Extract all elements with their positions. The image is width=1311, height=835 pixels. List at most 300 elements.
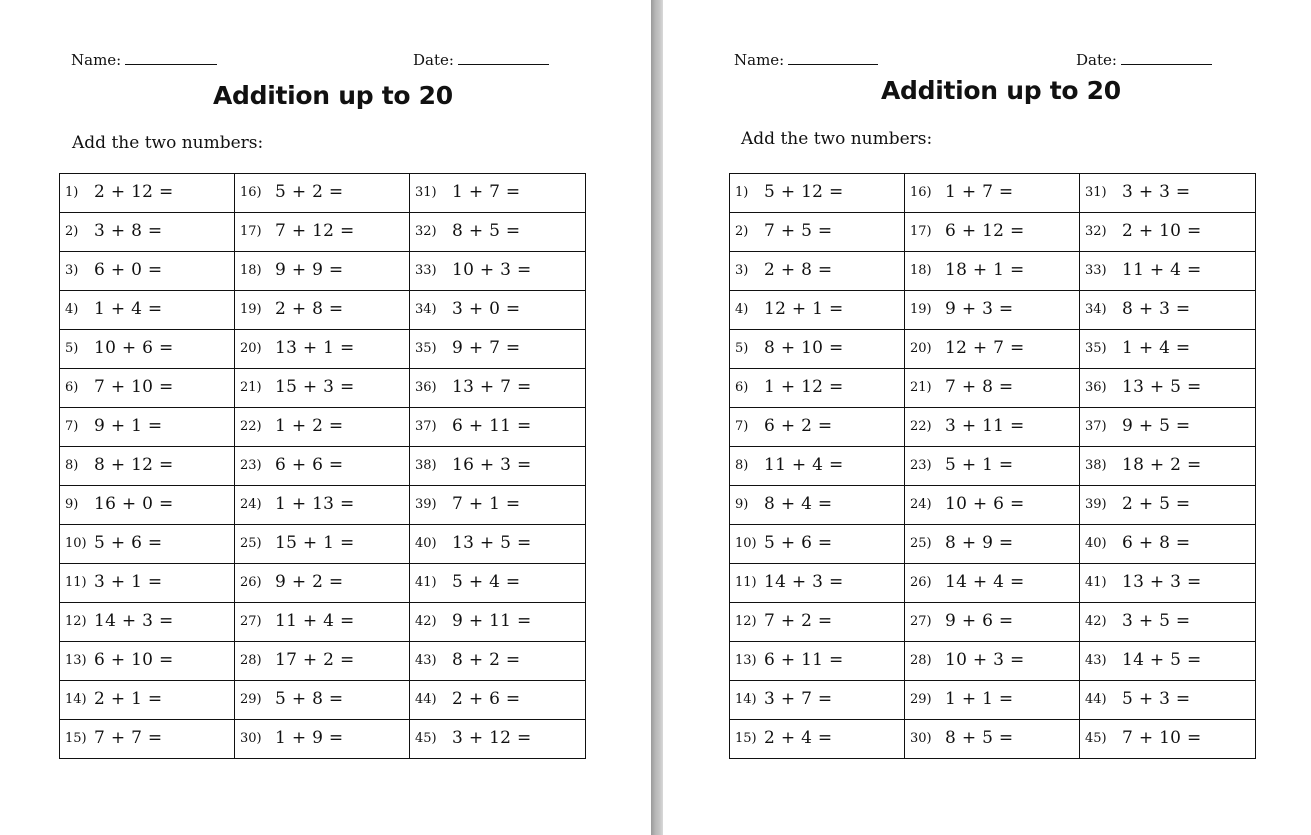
problem-expression: 7 + 10 = (94, 377, 174, 397)
problem-expression: 2 + 1 = (94, 689, 163, 709)
problem-cell (235, 486, 410, 525)
problem-cell (410, 525, 586, 564)
problem-expression: 8 + 12 = (94, 455, 174, 475)
problem-row (730, 564, 1256, 603)
problem-cell (60, 564, 235, 603)
problem-cell (410, 174, 586, 213)
problem-expression: 9 + 1 = (94, 416, 163, 436)
problem-row (730, 408, 1256, 447)
problem-cell (60, 486, 235, 525)
problem-number: 3) (735, 263, 749, 278)
problem-cell (905, 369, 1080, 408)
problem-cell (60, 447, 235, 486)
problem-expression: 1 + 7 = (452, 182, 521, 202)
problem-row (60, 174, 586, 213)
problem-number: 45) (415, 731, 437, 746)
problem-number: 6) (735, 380, 749, 395)
problem-expression: 14 + 3 = (764, 572, 844, 592)
problem-number: 22) (240, 419, 262, 434)
problem-cell (410, 642, 586, 681)
problem-cell (730, 720, 905, 759)
problem-row (730, 642, 1256, 681)
problem-cell (60, 720, 235, 759)
problem-cell (60, 525, 235, 564)
problem-number: 40) (415, 536, 437, 551)
problem-expression: 1 + 13 = (275, 494, 355, 514)
problem-cell (730, 252, 905, 291)
problem-cell (730, 564, 905, 603)
page-divider (651, 0, 663, 835)
problem-number: 45) (1085, 731, 1107, 746)
problem-number: 7) (735, 419, 749, 434)
problem-number: 14) (65, 692, 87, 707)
problem-number: 32) (1085, 224, 1107, 239)
problem-number: 19) (240, 302, 262, 317)
problem-number: 44) (1085, 692, 1107, 707)
problem-number: 18) (910, 263, 932, 278)
problem-expression: 13 + 5 = (1122, 377, 1202, 397)
problem-number: 12) (735, 614, 757, 629)
problem-number: 13) (735, 653, 757, 668)
problem-number: 12) (65, 614, 87, 629)
problem-expression: 1 + 4 = (94, 299, 163, 319)
problem-expression: 14 + 3 = (94, 611, 174, 631)
problem-expression: 12 + 1 = (764, 299, 844, 319)
problem-number: 42) (415, 614, 437, 629)
problem-expression: 7 + 7 = (94, 728, 163, 748)
worksheet-page-2 (663, 0, 1311, 835)
worksheet-title: Addition up to 20 (881, 76, 1121, 105)
problem-number: 37) (415, 419, 437, 434)
problem-row (60, 291, 586, 330)
problem-cell (410, 252, 586, 291)
problem-number: 39) (1085, 497, 1107, 512)
problem-expression: 10 + 6 = (945, 494, 1025, 514)
problem-cell (905, 408, 1080, 447)
problem-expression: 10 + 3 = (452, 260, 532, 280)
problem-number: 43) (1085, 653, 1107, 668)
problem-number: 10) (735, 536, 757, 551)
problem-cell (905, 330, 1080, 369)
problem-expression: 5 + 1 = (945, 455, 1014, 475)
problem-cell (905, 603, 1080, 642)
problem-cell (60, 369, 235, 408)
problem-cell (1080, 642, 1256, 681)
problem-number: 37) (1085, 419, 1107, 434)
problem-number: 4) (65, 302, 79, 317)
problem-expression: 11 + 4 = (275, 611, 355, 631)
problem-number: 23) (240, 458, 262, 473)
problem-number: 27) (240, 614, 262, 629)
problem-cell (235, 720, 410, 759)
problem-number: 36) (415, 380, 437, 395)
problem-number: 5) (65, 341, 79, 356)
problem-number: 22) (910, 419, 932, 434)
problem-expression: 5 + 2 = (275, 182, 344, 202)
problem-cell (730, 408, 905, 447)
problem-expression: 13 + 7 = (452, 377, 532, 397)
problem-expression: 3 + 0 = (452, 299, 521, 319)
problem-expression: 6 + 8 = (1122, 533, 1191, 553)
problem-cell (1080, 213, 1256, 252)
problem-expression: 13 + 1 = (275, 338, 355, 358)
problem-number: 5) (735, 341, 749, 356)
problem-expression: 9 + 5 = (1122, 416, 1191, 436)
problem-number: 1) (735, 185, 749, 200)
instructions: Add the two numbers: (72, 133, 264, 153)
problem-row (60, 681, 586, 720)
problem-number: 26) (910, 575, 932, 590)
problem-expression: 1 + 2 = (275, 416, 344, 436)
name-field (734, 51, 878, 69)
problem-number: 11) (65, 575, 87, 590)
problem-number: 30) (910, 731, 932, 746)
problem-expression: 2 + 12 = (94, 182, 174, 202)
problem-expression: 3 + 11 = (945, 416, 1025, 436)
problem-number: 9) (735, 497, 749, 512)
problem-expression: 13 + 5 = (452, 533, 532, 553)
problem-number: 41) (415, 575, 437, 590)
problem-expression: 8 + 4 = (764, 494, 833, 514)
problem-number: 9) (65, 497, 79, 512)
problem-expression: 1 + 1 = (945, 689, 1014, 709)
name-label: Name: (734, 51, 785, 69)
problem-expression: 2 + 4 = (764, 728, 833, 748)
problem-cell (235, 213, 410, 252)
problem-cell (730, 681, 905, 720)
problem-expression: 6 + 6 = (275, 455, 344, 475)
problem-number: 4) (735, 302, 749, 317)
problem-number: 40) (1085, 536, 1107, 551)
problem-row (60, 408, 586, 447)
name-blank-line (788, 63, 878, 65)
problem-expression: 8 + 2 = (452, 650, 521, 670)
problem-cell (905, 486, 1080, 525)
problem-row (730, 720, 1256, 759)
problem-expression: 8 + 9 = (945, 533, 1014, 553)
problem-cell (235, 291, 410, 330)
problem-cell (60, 642, 235, 681)
date-label: Date: (1076, 51, 1117, 69)
problem-row (730, 681, 1256, 720)
problem-expression: 5 + 8 = (275, 689, 344, 709)
problem-cell (1080, 486, 1256, 525)
problem-number: 2) (735, 224, 749, 239)
problem-expression: 2 + 6 = (452, 689, 521, 709)
problem-expression: 1 + 4 = (1122, 338, 1191, 358)
problem-expression: 18 + 1 = (945, 260, 1025, 280)
problem-cell (905, 174, 1080, 213)
problem-cell (60, 213, 235, 252)
problem-row (730, 252, 1256, 291)
problem-number: 17) (240, 224, 262, 239)
problem-cell (235, 330, 410, 369)
problem-expression: 8 + 5 = (945, 728, 1014, 748)
problem-cell (60, 291, 235, 330)
problem-number: 27) (910, 614, 932, 629)
problem-row (730, 291, 1256, 330)
name-label: Name: (71, 51, 122, 69)
problem-number: 24) (240, 497, 262, 512)
problem-cell (410, 213, 586, 252)
date-label: Date: (413, 51, 454, 69)
problem-cell (1080, 252, 1256, 291)
problem-cell (730, 330, 905, 369)
problem-number: 29) (910, 692, 932, 707)
problem-row (730, 213, 1256, 252)
date-blank-line (458, 63, 549, 65)
problem-number: 10) (65, 536, 87, 551)
problem-expression: 9 + 9 = (275, 260, 344, 280)
problem-cell (60, 174, 235, 213)
problem-row (730, 486, 1256, 525)
problem-row (60, 525, 586, 564)
problem-cell (235, 408, 410, 447)
problem-expression: 2 + 8 = (764, 260, 833, 280)
problem-number: 36) (1085, 380, 1107, 395)
problem-number: 25) (910, 536, 932, 551)
problem-cell (235, 447, 410, 486)
problem-number: 31) (1085, 185, 1107, 200)
problem-number: 44) (415, 692, 437, 707)
problem-cell (235, 369, 410, 408)
problem-expression: 6 + 11 = (452, 416, 532, 436)
instructions: Add the two numbers: (741, 129, 933, 149)
problem-cell (1080, 369, 1256, 408)
problem-number: 3) (65, 263, 79, 278)
problem-expression: 5 + 4 = (452, 572, 521, 592)
problem-cell (905, 291, 1080, 330)
problem-number: 2) (65, 224, 79, 239)
problem-number: 26) (240, 575, 262, 590)
problem-cell (235, 642, 410, 681)
problem-cell (410, 447, 586, 486)
problem-number: 23) (910, 458, 932, 473)
problem-expression: 10 + 3 = (945, 650, 1025, 670)
problem-row (730, 174, 1256, 213)
problem-cell (410, 681, 586, 720)
problem-number: 11) (735, 575, 757, 590)
date-field (1076, 51, 1212, 69)
problem-expression: 6 + 0 = (94, 260, 163, 280)
problem-expression: 2 + 8 = (275, 299, 344, 319)
problem-number: 41) (1085, 575, 1107, 590)
problem-number: 21) (910, 380, 932, 395)
problem-expression: 8 + 3 = (1122, 299, 1191, 319)
problem-expression: 9 + 3 = (945, 299, 1014, 319)
problem-expression: 7 + 12 = (275, 221, 355, 241)
problem-cell (410, 408, 586, 447)
problem-expression: 7 + 10 = (1122, 728, 1202, 748)
worksheet-page-1 (0, 0, 651, 835)
problem-cell (1080, 291, 1256, 330)
problem-cell (60, 252, 235, 291)
problem-expression: 3 + 12 = (452, 728, 532, 748)
problem-number: 7) (65, 419, 79, 434)
problem-row (60, 447, 586, 486)
problem-number: 28) (240, 653, 262, 668)
problem-cell (730, 369, 905, 408)
problem-row (60, 720, 586, 759)
problem-number: 34) (1085, 302, 1107, 317)
problem-number: 18) (240, 263, 262, 278)
problem-cell (730, 174, 905, 213)
problem-row (60, 213, 586, 252)
problem-number: 38) (415, 458, 437, 473)
problem-cell (60, 603, 235, 642)
problem-cell (905, 720, 1080, 759)
problem-expression: 5 + 6 = (94, 533, 163, 553)
problem-expression: 8 + 10 = (764, 338, 844, 358)
problem-expression: 15 + 3 = (275, 377, 355, 397)
problem-cell (730, 291, 905, 330)
problem-cell (730, 447, 905, 486)
problem-expression: 5 + 3 = (1122, 689, 1191, 709)
problem-cell (410, 330, 586, 369)
problem-number: 29) (240, 692, 262, 707)
problem-cell (1080, 408, 1256, 447)
problem-cell (235, 564, 410, 603)
problem-expression: 2 + 5 = (1122, 494, 1191, 514)
problem-number: 33) (1085, 263, 1107, 278)
problem-row (60, 564, 586, 603)
problem-number: 30) (240, 731, 262, 746)
worksheet-title: Addition up to 20 (213, 81, 453, 110)
problem-number: 15) (735, 731, 757, 746)
problem-expression: 7 + 2 = (764, 611, 833, 631)
problem-cell (730, 486, 905, 525)
problem-row (60, 252, 586, 291)
problem-expression: 14 + 5 = (1122, 650, 1202, 670)
problem-number: 33) (415, 263, 437, 278)
problem-cell (730, 603, 905, 642)
problem-number: 21) (240, 380, 262, 395)
problem-cell (60, 408, 235, 447)
problem-number: 8) (735, 458, 749, 473)
problem-expression: 13 + 3 = (1122, 572, 1202, 592)
problem-expression: 14 + 4 = (945, 572, 1025, 592)
problem-grid (59, 173, 586, 759)
problem-expression: 12 + 7 = (945, 338, 1025, 358)
problem-cell (410, 720, 586, 759)
problem-row (60, 330, 586, 369)
problem-number: 16) (910, 185, 932, 200)
problem-cell (410, 564, 586, 603)
problem-cell (1080, 525, 1256, 564)
problem-cell (410, 369, 586, 408)
problem-cell (410, 486, 586, 525)
problem-expression: 1 + 12 = (764, 377, 844, 397)
problem-number: 25) (240, 536, 262, 551)
problem-row (730, 330, 1256, 369)
problem-cell (1080, 330, 1256, 369)
problem-cell (235, 252, 410, 291)
problem-cell (905, 525, 1080, 564)
problem-expression: 9 + 11 = (452, 611, 532, 631)
problem-cell (1080, 681, 1256, 720)
problem-expression: 7 + 1 = (452, 494, 521, 514)
problem-expression: 18 + 2 = (1122, 455, 1202, 475)
problem-cell (905, 447, 1080, 486)
problem-cell (730, 525, 905, 564)
problem-expression: 3 + 1 = (94, 572, 163, 592)
problem-expression: 3 + 8 = (94, 221, 163, 241)
name-blank-line (125, 63, 217, 65)
problem-cell (1080, 564, 1256, 603)
problem-expression: 2 + 10 = (1122, 221, 1202, 241)
name-field (71, 51, 217, 69)
problem-row (730, 447, 1256, 486)
problem-number: 8) (65, 458, 79, 473)
problem-expression: 6 + 10 = (94, 650, 174, 670)
problem-cell (905, 252, 1080, 291)
problem-expression: 3 + 3 = (1122, 182, 1191, 202)
problem-number: 15) (65, 731, 87, 746)
problem-row (730, 369, 1256, 408)
problem-number: 35) (415, 341, 437, 356)
problem-number: 34) (415, 302, 437, 317)
problem-cell (905, 213, 1080, 252)
problem-number: 17) (910, 224, 932, 239)
problem-number: 1) (65, 185, 79, 200)
problem-expression: 9 + 6 = (945, 611, 1014, 631)
problem-expression: 3 + 5 = (1122, 611, 1191, 631)
problem-expression: 16 + 3 = (452, 455, 532, 475)
problem-expression: 15 + 1 = (275, 533, 355, 553)
problem-expression: 6 + 12 = (945, 221, 1025, 241)
problem-number: 24) (910, 497, 932, 512)
problem-cell (730, 213, 905, 252)
problem-cell (1080, 603, 1256, 642)
problem-cell (410, 291, 586, 330)
problem-expression: 6 + 11 = (764, 650, 844, 670)
problem-expression: 16 + 0 = (94, 494, 174, 514)
problem-number: 13) (65, 653, 87, 668)
problem-cell (905, 642, 1080, 681)
problem-cell (235, 525, 410, 564)
problem-expression: 1 + 9 = (275, 728, 344, 748)
problem-expression: 1 + 7 = (945, 182, 1014, 202)
problem-number: 14) (735, 692, 757, 707)
problem-number: 20) (240, 341, 262, 356)
problem-expression: 10 + 6 = (94, 338, 174, 358)
problem-row (60, 369, 586, 408)
problem-cell (410, 603, 586, 642)
problem-row (60, 486, 586, 525)
problem-cell (235, 681, 410, 720)
problem-expression: 3 + 7 = (764, 689, 833, 709)
problem-expression: 9 + 7 = (452, 338, 521, 358)
problem-expression: 7 + 8 = (945, 377, 1014, 397)
problem-number: 19) (910, 302, 932, 317)
problem-row (730, 603, 1256, 642)
problem-grid (729, 173, 1256, 759)
problem-cell (60, 681, 235, 720)
problem-cell (905, 564, 1080, 603)
problem-row (730, 525, 1256, 564)
problem-number: 42) (1085, 614, 1107, 629)
problem-row (60, 642, 586, 681)
problem-number: 43) (415, 653, 437, 668)
problem-expression: 17 + 2 = (275, 650, 355, 670)
problem-cell (1080, 174, 1256, 213)
problem-row (60, 603, 586, 642)
problem-number: 39) (415, 497, 437, 512)
problem-expression: 5 + 12 = (764, 182, 844, 202)
problem-number: 38) (1085, 458, 1107, 473)
problem-number: 6) (65, 380, 79, 395)
problem-number: 32) (415, 224, 437, 239)
